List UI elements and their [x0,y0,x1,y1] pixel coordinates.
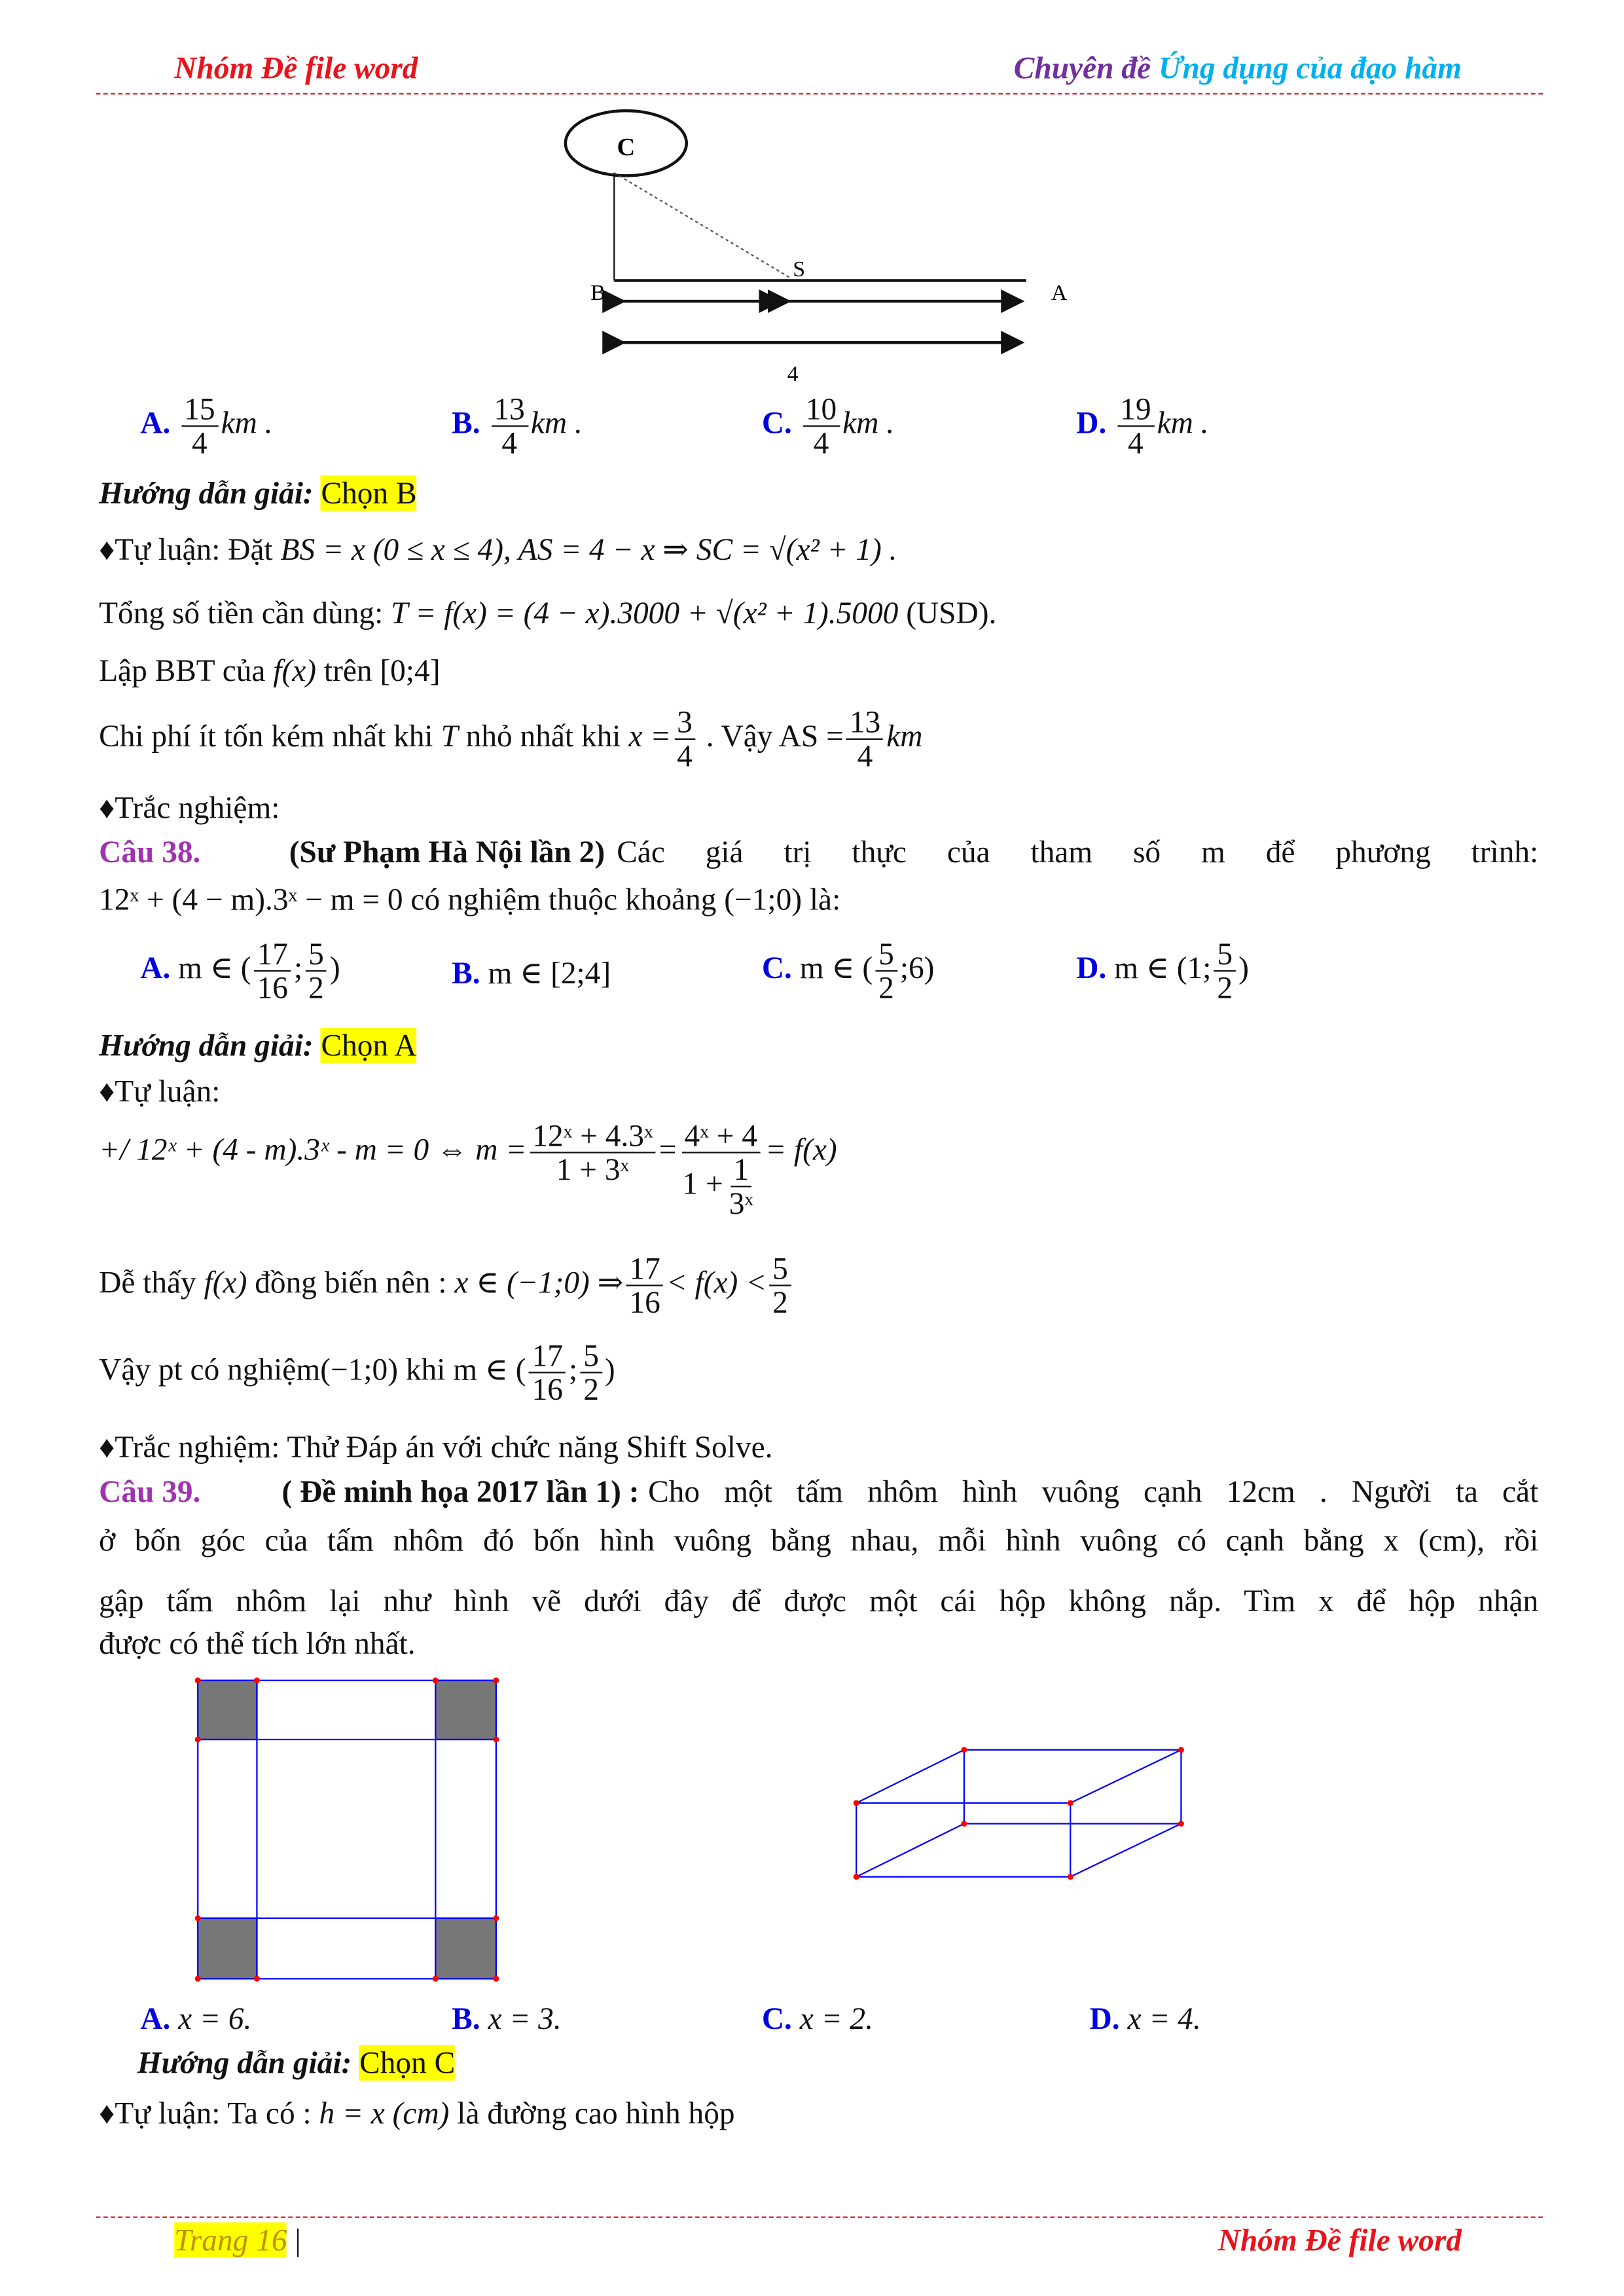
numerator: 5 [1214,938,1236,972]
numerator: 3 [674,706,696,740]
math: ;6) [899,950,935,986]
math: 12ˣ + (4 − m).3ˣ − m = 0 [99,881,403,917]
page-number: Trang 16 [174,2222,287,2258]
numerator: 10 [803,393,839,427]
q37-guide [99,475,416,512]
guide-label: Hướng dẫn giải: [99,1027,314,1063]
label-b: B [590,280,605,305]
q37-multiple-choice-label: ♦Trắc nghiệm: [99,790,280,826]
denominator: 2 [772,1285,788,1321]
label-a: A [1051,280,1068,305]
q37-option-b[interactable] [452,393,583,460]
question-text: Các giá trị thực của tham số m để phương trình: [617,834,1539,870]
q37-line4 [99,706,922,773]
option-letter: B. [452,405,480,441]
q39-line1 [99,1474,1538,1510]
text: . Vậy AS = [706,718,844,754]
numerator: 19 [1117,393,1154,427]
denominator: 4 [857,738,873,774]
text: là đường cao hình hộp [457,2095,735,2131]
math: ) [329,950,340,986]
label-s: S [793,257,806,282]
label-length: 4 [787,361,799,386]
denominator: 1 + 3ˣ [556,1152,630,1188]
math: [0;4] [380,652,441,689]
text: khi m ∈ ( [405,1351,526,1387]
q39-line3: gập tấm nhôm lại như hình vẽ dưới đây để được một cái hộp không nắp. Tìm x để hộp nhận [99,1582,1539,1619]
q39-line2: ở bốn góc của tấm nhôm đó bốn hình vuông bằng nhau, mỗi hình vuông có cạnh bằng x (cm), rồi [99,1522,1539,1558]
math: ) [604,1351,615,1387]
option-letter: A. [140,950,171,986]
q38-line2 [99,882,840,919]
text: Vậy pt có nghiệm [99,1351,321,1387]
q39-option-b[interactable] [452,2001,562,2037]
q37-option-a[interactable] [140,393,272,460]
question-label: Câu 39. [99,1473,201,1510]
text: Tổng số tiền cần dùng: [99,594,384,631]
distance-diagram [547,103,1108,399]
denominator: 3ˣ [729,1186,754,1222]
q39-option-c[interactable] [762,2001,873,2037]
option-letter: C. [761,405,792,441]
q38-conclusion [99,1339,615,1406]
option-letter: C. [761,2001,792,2037]
numerator: 15 [181,393,218,427]
math: ) [1238,950,1249,986]
math: m ∈ ( [178,950,251,986]
denominator: 2 [878,970,894,1006]
math: h = x (cm) [319,2095,450,2131]
numerator: 4ˣ + 4 [681,1120,760,1154]
denominator: 2 [308,970,324,1006]
header-topic-label: Chuyên đề [1013,50,1151,86]
math: BS = x (0 ≤ x ≤ 4), AS = 4 − x ⇒ SC = √(x² + 1) . [280,531,897,568]
numerator: 13 [491,393,528,427]
text: đồng biến nên : [255,1264,447,1300]
numerator: 1 [731,1154,752,1188]
numerator: 13 [846,706,883,740]
cut-corner [198,1918,257,1978]
text: là: [809,881,841,917]
cut-corner [198,1681,257,1740]
question-text: Cho một tấm nhôm hình vuông cạnh 12cm . Người ta cắt [648,1473,1539,1510]
option-text: x = 6. [178,2001,252,2037]
option-letter: D. [1076,405,1107,441]
answer-choice: Chọn A [321,1027,417,1063]
q38-multiple-choice-tip: ♦Trắc nghiệm: Thử Đáp án với chức năng Shift Solve. [99,1429,773,1465]
text: ♦Tự luận: Đặt [99,531,273,568]
option-text: x = 2. [799,2001,873,2037]
option-letter: C. [761,950,792,986]
denominator: 16 [532,1372,563,1408]
question-label: Câu 38. [99,834,201,870]
footer-right: Nhóm Đề file word [1218,2222,1462,2258]
guide-label: Hướng dẫn giải: [137,2045,352,2081]
q38-option-a[interactable] [140,938,340,1004]
q39-option-d[interactable] [1090,2001,1201,2037]
footer-divider [96,2217,1543,2218]
guide-label: Hướng dẫn giải: [99,475,314,511]
option-letter: A. [140,405,171,441]
text: Lập BBT của [99,652,266,689]
numerator: 12ˣ + 4.3ˣ [530,1120,656,1154]
q39-option-a[interactable] [140,2001,251,2037]
cut-corner [435,1918,496,1978]
math: T = f(x) = (4 − x).3000 + √(x² + 1).5000 [391,594,899,631]
denominator: 4 [813,425,829,461]
question-source: ( Đề minh họa 2017 lần 1) : [281,1473,640,1510]
math: T [441,718,458,754]
denominator: 16 [629,1285,660,1321]
denominator: 4 [1128,425,1144,461]
q38-guide [99,1028,416,1065]
denominator: 2 [583,1372,599,1408]
numerator: 17 [529,1339,566,1374]
option-letter: D. [1089,2001,1120,2037]
footer-left [174,2223,301,2259]
option-letter: A. [140,2001,171,2037]
denominator: 4 [677,738,693,774]
denominator: 4 [192,425,208,461]
q37-option-c[interactable] [762,393,894,460]
math: 1 + [682,1165,723,1201]
option-letter: B. [452,955,480,991]
math: x ∈ (−1;0) ⇒ [454,1264,624,1300]
header-topic: Ứng dụng của đạo hàm [1158,50,1462,86]
denominator: 16 [257,970,288,1006]
header-divider [96,93,1543,94]
q39-line4: được có thể tích lớn nhất. [99,1626,416,1662]
text: nhỏ nhất khi [465,718,621,754]
q38-option-c[interactable] [762,938,935,1004]
header-right [1014,50,1462,87]
math: ; [569,1351,578,1387]
header-left: Nhóm Đề file word [174,50,418,86]
text: Dễ thấy [99,1264,196,1300]
math: m ∈ (1; [1114,950,1212,986]
segment-cs [614,173,789,278]
math: = f(x) [765,1131,837,1167]
q39-guide [137,2045,455,2082]
numerator: 5 [876,938,897,972]
math: +/ 12ˣ + (4 - m).3ˣ - m = 0 ⇔ m = [99,1131,527,1167]
text: trên [323,652,372,689]
q37-line2 [99,595,996,632]
unit: km . [530,405,583,441]
q38-solution-eq [99,1120,837,1220]
aluminum-sheet-figure [192,1675,505,1988]
unit: (USD). [906,594,997,631]
q37-option-d[interactable] [1076,393,1208,460]
denominator: 4 [501,425,518,461]
numerator: 5 [581,1339,602,1374]
math: ; [293,950,303,986]
q37-line3 [99,653,440,689]
q38-option-b[interactable] [452,955,611,992]
question-source: (Sư Phạm Hà Nội lần 2) [289,834,605,870]
math: x = [628,718,672,754]
numerator: 17 [254,938,291,972]
unit: km [886,718,923,754]
numerator: 5 [770,1252,791,1286]
numerator: 5 [306,938,327,972]
math: < f(x) < [666,1264,767,1300]
math: m ∈ ( [799,950,873,986]
answer-choice: Chọn B [321,475,417,511]
option-text: x = 4. [1127,2001,1201,2037]
label-c: C [617,133,636,161]
q38-monotonic-line [99,1252,794,1319]
answer-choice: Chọn C [359,2045,456,2081]
unit: km . [842,405,895,441]
unit: km . [221,405,273,441]
numerator: 17 [626,1252,663,1286]
math: = [659,1131,677,1167]
denominator: 2 [1217,970,1233,1006]
text: có nghiệm thuộc khoảng [410,881,717,917]
q37-line1 [99,532,897,568]
math: m ∈ [2;4] [488,955,611,991]
option-letter: B. [452,2001,480,2037]
option-text: x = 3. [488,2001,562,2037]
q38-line1 [99,834,1538,871]
math: f(x) [204,1264,247,1300]
q38-option-d[interactable] [1076,938,1249,1004]
text: Chi phí ít tốn kém nhất khi [99,718,433,754]
q38-self-study-label: ♦Tự luận: [99,1073,221,1109]
q39-solution-line [99,2096,734,2132]
math: f(x) [273,652,317,689]
math: (−1;0) [320,1351,398,1387]
option-letter: D. [1076,950,1107,986]
separator: | [295,2222,301,2258]
unit: km . [1157,405,1209,441]
text: ♦Tự luận: Ta có : [99,2095,312,2131]
open-box-figure [849,1742,1191,1887]
cut-corner [435,1681,496,1740]
math: (−1;0) [724,881,803,917]
